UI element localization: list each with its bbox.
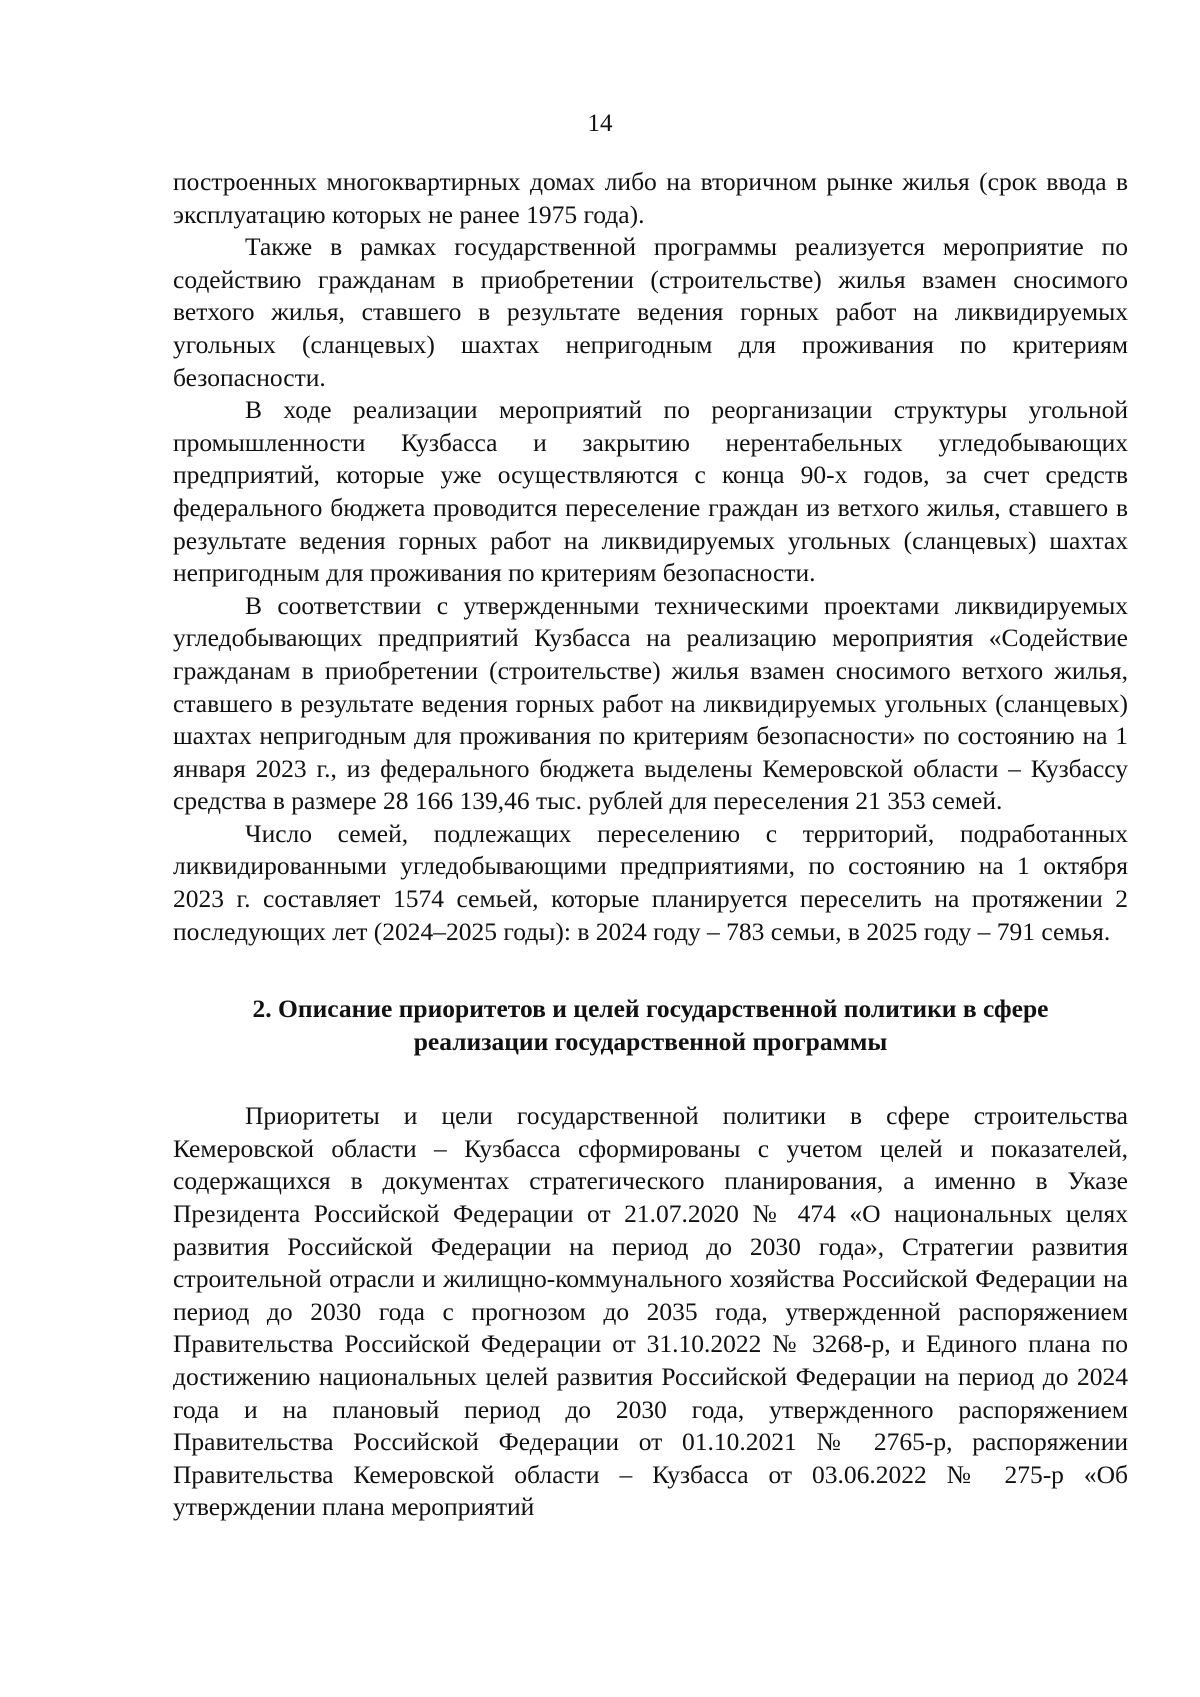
page-number: 14 [587, 110, 613, 137]
paragraph-coal-restructuring: В ходе реализации мероприятий по реорганизации структуры угольной промышленности Кузбасса и закрытию нерентабельных угледобывающих предприятий, которые уже осуществляются с конца 90-х годов, за счет средств федерального бюджета проводится переселение граждан из ветхого жилья, ставшего в результате ведения горных работ на ликвидируемых угольных (сланцевых) шахтах непригодным для проживания по критериям безопасности. [173, 395, 1128, 588]
paragraph-federal-funding: В соответствии с утвержденными техническими проектами ликвидируемых угледобывающих предприятий Кузбасса на реализацию мероприятия «Содействие гражданам в приобретении (строительстве) жилья взамен сносимого ветхого жилья, ставшего в результате ведения горных работ на ликвидируемых угольных (сланцевых) шахтах непригодным для проживания по критериям безопасности» по состоянию на 1 января 2023 г., из федерального бюджета выделены Кемеровской области – Кузбассу средства в размере 28 166 139,46 тыс. рублей для переселения 21 353 семей. [173, 590, 1128, 816]
document-body [173, 166, 1128, 1524]
paragraph-continuation: построенных многоквартирных домах либо на вторичном рынке жилья (срок ввода в эксплуатацию которых не ранее 1975 года). [173, 167, 1128, 229]
paragraph-demolition-program: Также в рамках государственной программы реализуется мероприятие по содействию гражданам в приобретении (строительстве) жилья взамен сносимого ветхого жилья, ставшего в результате ведения горных работ на ликвидируемых угольных (сланцевых) шахтах непригодным для проживания по критериям безопасности. [173, 232, 1128, 392]
paragraph-families-count: Число семей, подлежащих переселению с территорий, подработанных ликвидированными угледобывающими предприятиями, по состоянию на 1 октября 2023 г. составляет 1574 семьей, которые планируется переселить на протяжении 2 последующих лет (2024–2025 годы): в 2024 году – 783 семьи, в 2025 году – 791 семья. [173, 818, 1128, 946]
paragraph-priorities: Приоритеты и цели государственной политики в сфере строительства Кемеровской области – Кузбасса сформированы с учетом целей и показателей, содержащихся в документах стратегического планирования, а именно в Указе Президента Российской Федерации от 21.07.2020 № 474 «О национальных целях развития Российской Федерации на период до 2030 года», Стратегии развития строительной отрасли и жилищно-коммунального хозяйства Российской Федерации на период до 2030 года с прогнозом до 2035 года, утвержденной распоряжением Правительства Российской Федерации от 31.10.2022 № 3268-р, и Единого плана по достижению национальных целей развития Российской Федерации на период до 2024 года и на плановый период до 2030 года, утвержденного распоряжением Правительства Российской Федерации от 01.10.2021 № 2765-р, распоряжении Правительства Кемеровской области – Кузбасса от 03.06.2022 № 275-р «Об утверждении плана мероприятий [173, 1101, 1128, 1522]
section-heading: 2. Описание приоритетов и целей государственной политики в сфере реализации государственной программы [252, 994, 1049, 1057]
